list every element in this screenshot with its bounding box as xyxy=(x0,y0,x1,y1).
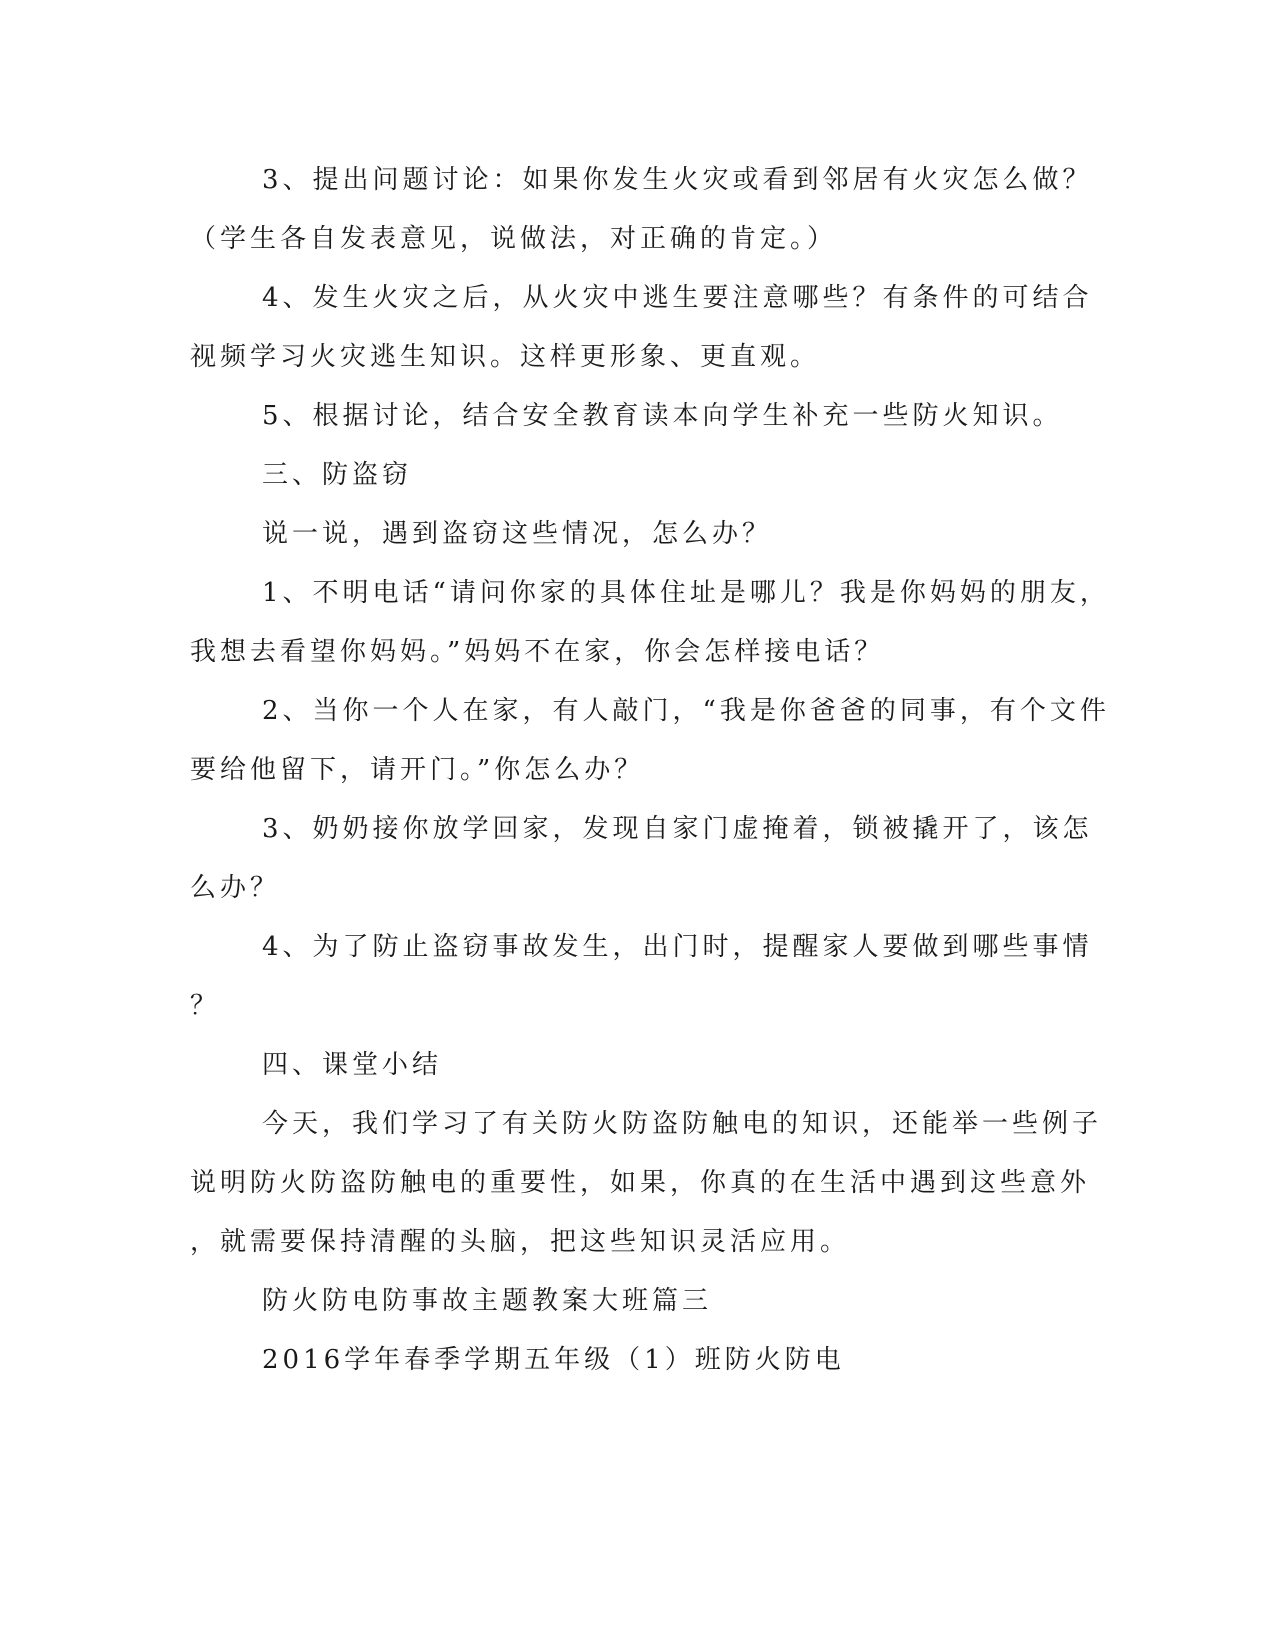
paragraph-line: 今天，我们学习了有关防火防盗防触电的知识，还能举一些例子 xyxy=(262,1109,1103,1139)
paragraph-line: 4、为了防止盗窃事故发生，出门时，提醒家人要做到哪些事情 xyxy=(262,932,1093,962)
paragraph-line: 视频学习火灾逃生知识。这样更形象、更直观。 xyxy=(190,342,821,372)
section-heading: 四、课堂小结 xyxy=(262,1050,443,1080)
paragraph-line: （学生各自发表意见，说做法，对正确的肯定。） xyxy=(190,224,838,254)
paragraph-line: 么办？ xyxy=(190,873,281,903)
paragraph-line: 1、不明电话“请问你家的具体住址是哪儿？我是你妈妈的朋友， xyxy=(262,578,1110,608)
paragraph-line: ？ xyxy=(190,991,221,1021)
paragraph-line: 要给他留下，请开门。”你怎么办？ xyxy=(190,755,645,785)
paragraph-line: 5、根据讨论，结合安全教育读本向学生补充一些防火知识。 xyxy=(262,401,1063,431)
paragraph-line: 说一说，遇到盗窃这些情况，怎么办？ xyxy=(262,519,773,549)
paragraph-line: 2、当你一个人在家，有人敲门，“我是你爸爸的同事，有个文件 xyxy=(262,696,1110,726)
paragraph-line: 说明防火防盗防触电的重要性，如果，你真的在生活中遇到这些意外 xyxy=(190,1168,1091,1198)
paragraph-line: 3、提出问题讨论：如果你发生火灾或看到邻居有火灾怎么做？ xyxy=(262,165,1093,195)
paragraph-line: 3、奶奶接你放学回家，发现自家门虚掩着，锁被撬开了，该怎 xyxy=(262,814,1093,844)
paragraph-line: 2016学年春季学期五年级（1）班防火防电 xyxy=(262,1345,845,1375)
section-heading: 三、防盗窃 xyxy=(262,460,413,490)
paragraph-line: 我想去看望你妈妈。”妈妈不在家，你会怎样接电话？ xyxy=(190,637,885,667)
article-title: 防火防电防事故主题教案大班篇三 xyxy=(262,1286,713,1316)
paragraph-line: 4、发生火灾之后，从火灾中逃生要注意哪些？有条件的可结合 xyxy=(262,283,1093,313)
paragraph-line: ，就需要保持清醒的头脑，把这些知识灵活应用。 xyxy=(190,1227,851,1257)
